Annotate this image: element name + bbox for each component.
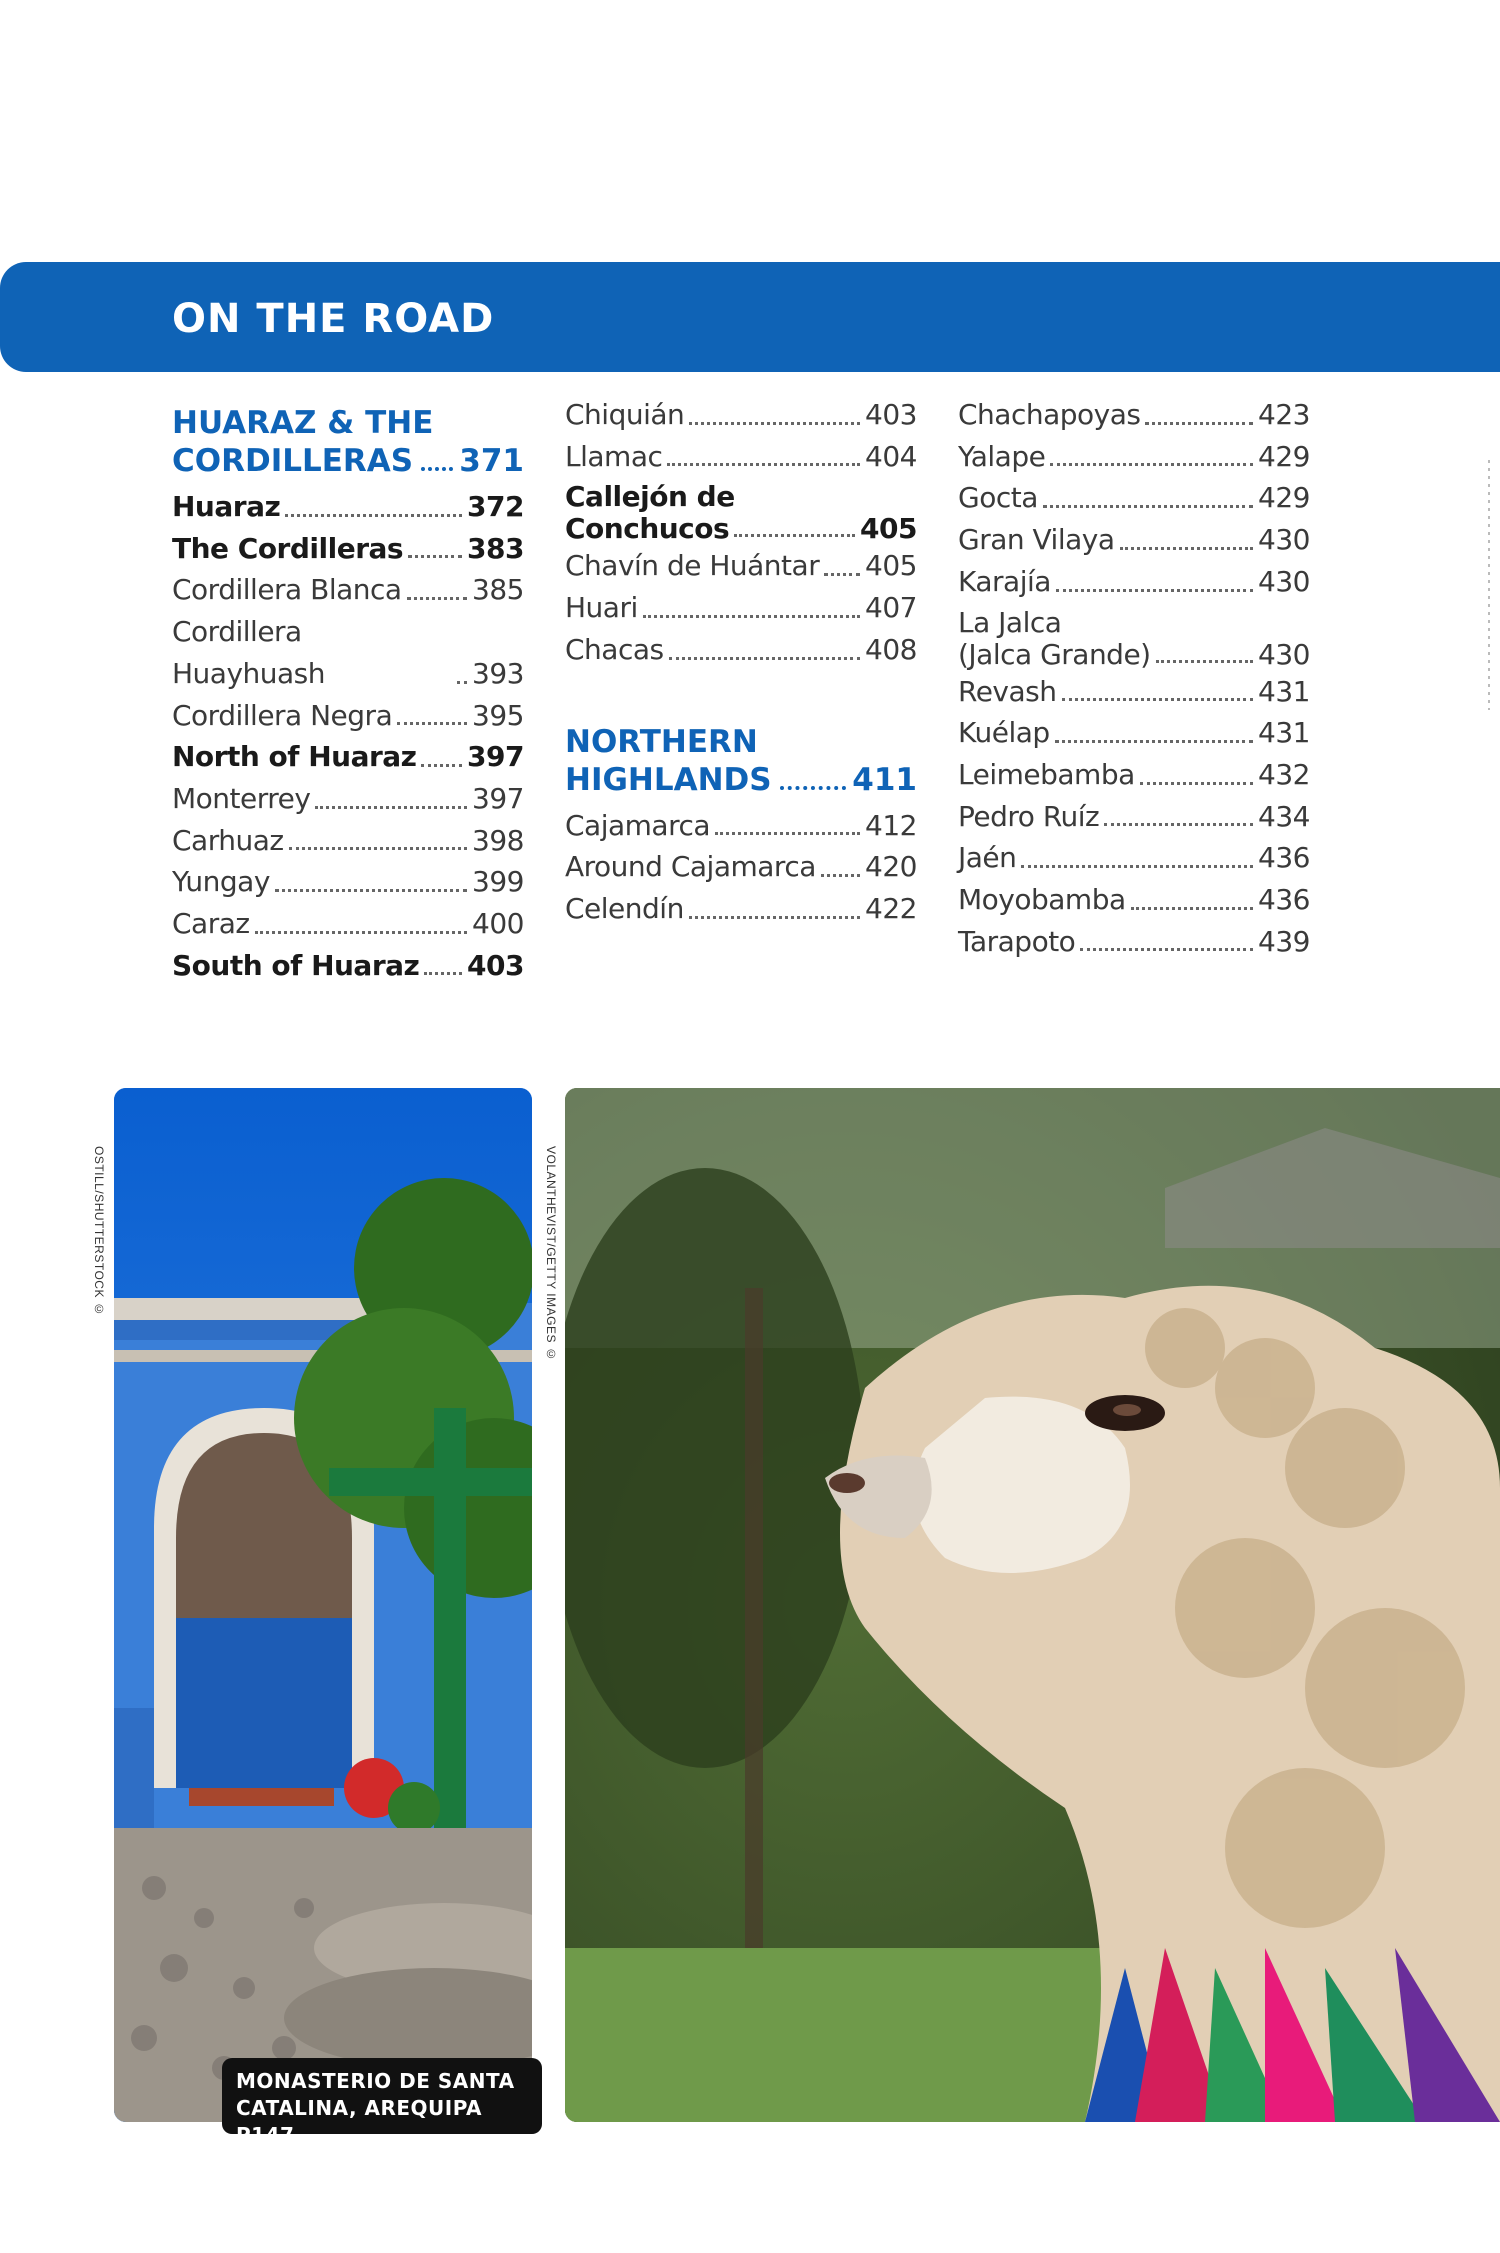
toc-entry[interactable] <box>172 778 524 820</box>
toc-entry-label: Monterrey <box>172 781 311 815</box>
toc-entry-page: 398 <box>472 823 524 857</box>
toc-entry-label: Cordillera Negra <box>172 698 393 732</box>
dot-leader <box>824 573 860 576</box>
toc-entry-label: Moyobamba <box>958 883 1126 917</box>
toc-entry-page: 436 <box>1258 883 1310 917</box>
dot-leader <box>397 722 467 725</box>
toc-entry[interactable] <box>172 903 524 945</box>
toc-entry-label: Kuélap <box>958 716 1050 750</box>
toc-entry-page: 397 <box>472 781 524 815</box>
toc-entry-label: Cordillera Blanca <box>172 573 402 607</box>
toc-entry[interactable] <box>172 695 524 737</box>
toc-entry-label: Chavín de Huántar <box>565 549 820 583</box>
dot-leader <box>421 467 453 471</box>
toc-entry-page: 430 <box>1258 564 1310 598</box>
dot-leader <box>643 615 860 618</box>
dot-leader <box>1156 660 1253 663</box>
chapter-heading-line: NORTHERN <box>565 723 758 760</box>
toc-entry-page: 404 <box>865 439 917 473</box>
chapter-page-number: 371 <box>459 443 524 479</box>
toc-list <box>958 671 1310 963</box>
toc-entry-label: Yungay <box>172 865 270 899</box>
toc-entry-page: 385 <box>472 573 524 607</box>
dot-leader <box>1043 505 1253 508</box>
toc-entry-page: 430 <box>1258 637 1310 671</box>
toc-entry-label: North of Huaraz <box>172 740 417 774</box>
toc-entry-label: La Jalca <box>958 605 1062 639</box>
toc-entry-label: Cajamarca <box>565 808 711 842</box>
toc-column-2 <box>565 398 917 930</box>
photo-alpaca <box>565 1088 1500 2122</box>
dot-leader <box>689 916 860 919</box>
dot-leader <box>424 972 462 975</box>
dot-leader <box>667 463 860 466</box>
toc-entry-page: 423 <box>1258 398 1310 431</box>
toc-entry-label: Pedro Ruíz <box>958 799 1100 833</box>
toc-entry-page: 432 <box>1258 757 1310 791</box>
toc-entry-label: Around Cajamarca <box>565 850 816 884</box>
dot-leader <box>407 597 467 600</box>
toc-entry[interactable] <box>172 736 524 778</box>
dot-leader <box>1080 948 1253 951</box>
toc-entry-label: The Cordilleras <box>172 531 404 565</box>
dot-leader <box>315 806 467 809</box>
toc-entry[interactable] <box>958 879 1310 921</box>
dot-leader <box>457 681 467 684</box>
toc-entry[interactable] <box>565 805 917 847</box>
toc-entry-page: 422 <box>865 891 917 925</box>
section-title: ON THE ROAD <box>172 296 495 342</box>
monastery-illustration <box>114 1088 532 2122</box>
toc-entry[interactable] <box>958 671 1310 713</box>
toc-entry-page: 434 <box>1258 799 1310 833</box>
toc-entry-page: 431 <box>1258 674 1310 708</box>
toc-entry-page: 429 <box>1258 439 1310 473</box>
toc-entry[interactable] <box>958 519 1310 561</box>
dot-leader <box>255 931 467 934</box>
toc-entry-page: 399 <box>472 865 524 899</box>
dot-leader <box>1131 907 1253 910</box>
dot-leader <box>275 889 467 892</box>
toc-entry-label: (Jalca Grande) <box>958 637 1151 671</box>
toc-entry[interactable] <box>958 477 1310 519</box>
toc-entry-page: 430 <box>1258 523 1310 557</box>
dot-leader <box>285 514 462 517</box>
toc-entry[interactable] <box>565 629 917 671</box>
toc-entry-page: 383 <box>467 531 524 565</box>
dot-leader <box>780 786 847 790</box>
chapter-heading-northern-highlands[interactable] <box>565 723 917 799</box>
photo-credit-left: OSTILL/SHUTTERSTOCK © <box>92 1146 106 1317</box>
photo-monastery <box>114 1088 532 2122</box>
toc-entry-label: Chachapoyas <box>958 398 1141 431</box>
toc-entry[interactable] <box>958 712 1310 754</box>
toc-entry-page: 372 <box>467 490 524 523</box>
dot-leader <box>715 832 860 835</box>
dot-leader <box>1140 782 1253 785</box>
toc-entry-label: Cordillera Huayhuash <box>172 615 326 690</box>
chapter-heading-line: HIGHLANDS <box>565 761 772 798</box>
toc-entry-page: 405 <box>860 512 917 546</box>
chapter-heading-line: CORDILLERAS <box>172 443 414 479</box>
toc-entry-label: Celendín <box>565 891 684 925</box>
toc-entry[interactable] <box>958 837 1310 879</box>
toc-entry-page: 403 <box>865 398 917 431</box>
toc-entry-label: Conchucos <box>565 512 730 546</box>
toc-entry-label: Chiquián <box>565 398 685 431</box>
toc-entry-label: Leimebamba <box>958 757 1135 791</box>
dot-leader <box>821 874 860 877</box>
page-edge-marks <box>1486 460 1492 710</box>
dot-leader <box>1120 547 1254 550</box>
toc-entry-page: 405 <box>865 549 917 583</box>
toc-column-1 <box>172 404 524 986</box>
toc-entry-label: Karajía <box>958 564 1051 598</box>
toc-column-3 <box>958 398 1310 962</box>
chapter-page-number: 411 <box>852 761 917 798</box>
toc-entry[interactable] <box>172 569 524 611</box>
toc-entry-page: 408 <box>865 632 917 666</box>
toc-list <box>565 805 917 930</box>
toc-entry-label: Callejón de <box>565 480 735 514</box>
toc-entry-page: 439 <box>1258 924 1310 958</box>
toc-entry-label: Gran Vilaya <box>958 523 1115 557</box>
toc-entry[interactable] <box>958 754 1310 796</box>
photo-caption <box>222 2058 542 2147</box>
toc-entry-label: Revash <box>958 674 1057 708</box>
toc-list <box>958 394 1310 603</box>
toc-entry[interactable] <box>565 394 917 436</box>
toc-entry-label: Carhuaz <box>172 823 284 857</box>
toc-entry[interactable] <box>958 796 1310 838</box>
toc-entry[interactable] <box>172 611 524 694</box>
toc-list <box>565 545 917 670</box>
toc-entry-label: Gocta <box>958 481 1038 515</box>
dot-leader <box>289 847 467 850</box>
caption-line: CATALINA, AREQUIPA P147 <box>236 2096 483 2147</box>
toc-entry-label: Tarapoto <box>958 924 1076 958</box>
toc-entry-label: Huaraz <box>172 490 281 523</box>
toc-entry-la-jalca[interactable] <box>958 607 1310 671</box>
toc-entry-label: Caraz <box>172 907 250 941</box>
photo-credit-right: VOLANTHEVIST/GETTY IMAGES © <box>544 1146 558 1362</box>
dot-leader <box>1050 463 1253 466</box>
dot-leader <box>421 764 462 767</box>
toc-entry-page: 431 <box>1258 716 1310 750</box>
dot-leader <box>1055 740 1253 743</box>
toc-entry-page: 412 <box>865 808 917 842</box>
dot-leader <box>1056 589 1253 592</box>
toc-entry[interactable] <box>172 861 524 903</box>
toc-entry[interactable] <box>958 921 1310 963</box>
dot-leader <box>1104 823 1253 826</box>
toc-entry-page: 393 <box>472 656 524 690</box>
toc-entry[interactable] <box>565 436 917 478</box>
toc-entry-page: 436 <box>1258 841 1310 875</box>
toc-entry[interactable] <box>172 945 524 987</box>
toc-entry-label: Llamac <box>565 439 663 473</box>
dot-leader <box>734 534 855 537</box>
toc-entry[interactable] <box>172 486 524 528</box>
caption-line: MONASTERIO DE SANTA <box>236 2069 515 2093</box>
toc-entry[interactable] <box>958 561 1310 603</box>
toc-entry[interactable] <box>565 587 917 629</box>
toc-entry-label: Chacas <box>565 632 664 666</box>
dot-leader <box>669 657 860 660</box>
toc-entry-page: 400 <box>472 907 524 941</box>
alpaca-illustration <box>565 1088 1500 2122</box>
toc-entry-page: 397 <box>467 740 524 774</box>
toc-entry[interactable] <box>172 528 524 570</box>
chapter-heading-huaraz[interactable] <box>172 404 524 480</box>
toc-entry-callejon[interactable] <box>565 481 917 545</box>
dot-leader <box>689 422 860 425</box>
toc-entry-label: Yalape <box>958 439 1046 473</box>
toc-entry[interactable] <box>958 436 1310 478</box>
section-banner <box>0 262 1500 372</box>
dot-leader <box>1021 865 1253 868</box>
toc-entry-page: 429 <box>1258 481 1310 515</box>
toc-entry-page: 407 <box>865 591 917 625</box>
toc-entry-label: Jaén <box>958 841 1017 875</box>
toc-entry-label: South of Huaraz <box>172 948 420 982</box>
toc-entry-label: Huari <box>565 591 638 625</box>
toc-entry[interactable] <box>565 545 917 587</box>
toc-entry[interactable] <box>172 820 524 862</box>
toc-list <box>565 394 917 477</box>
toc-entry-page: 403 <box>467 948 524 982</box>
toc-entry-page: 395 <box>472 698 524 732</box>
toc-entry[interactable] <box>565 846 917 888</box>
toc-entry-page: 420 <box>865 850 917 884</box>
chapter-heading-line: HUARAZ & THE <box>172 405 434 441</box>
dot-leader <box>408 555 462 558</box>
toc-entry[interactable] <box>958 394 1310 436</box>
toc-list <box>172 486 524 986</box>
dot-leader <box>1145 422 1253 425</box>
toc-entry[interactable] <box>565 888 917 930</box>
dot-leader <box>1062 698 1254 701</box>
